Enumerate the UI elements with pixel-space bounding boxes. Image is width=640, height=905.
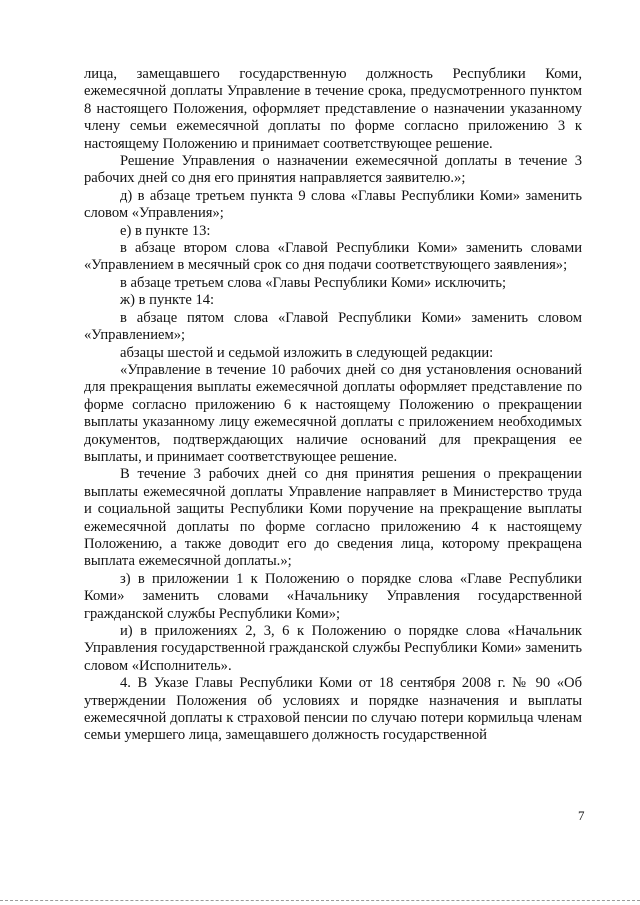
paragraph: лица, замещавшего государственную должность Республики Коми, ежемесячной доплаты Управление в течение срока, предусмотренного пунктом 8 настоящего Положения, оформляет представление о назначении указанному члену семьи ежемесячной доплаты по форме согласно приложению 3 к настоящему Положению и принимает соответствующее решение.	[84, 66, 582, 152]
paragraph: д) в абзаце третьем пункта 9 слова «Главы Республики Коми» заменить словом «Управления»;	[84, 187, 582, 222]
paragraph: 4. В Указе Главы Республики Коми от 18 сентября 2008 г. № 90 «Об утверждении Положения об условиях и порядке назначения и выплаты ежемесячной доплаты к страховой пенсии по случаю потери кормильца членам семьи умершего лица, замещавшего должность государственной	[84, 675, 582, 744]
paragraph: «Управление в течение 10 рабочих дней со дня установления оснований для прекращения выплаты ежемесячной доплаты оформляет представление по форме согласно приложению 6 к настоящему Положению о прекращении выплаты указанному лицу ежемесячной доплаты с приложением необходимых документов, подтверждающих наличие оснований для прекращения ее выплаты, и принимает соответствующее решение.	[84, 361, 582, 465]
paragraph: з) в приложении 1 к Положению о порядке слова «Главе Республики Коми» заменить словами «Начальнику Управления государственной гражданской службы Республики Коми»;	[84, 570, 582, 622]
page-bottom-divider	[0, 900, 640, 903]
paragraph: Решение Управления о назначении ежемесячной доплаты в течение 3 рабочих дней со дня его принятия направляется заявителю.»;	[84, 153, 582, 187]
paragraph: ж) в пункте 14:	[120, 292, 215, 309]
document-body	[84, 66, 582, 745]
page-number: 7	[578, 808, 585, 823]
paragraph: В течение 3 рабочих дней со дня принятия решения о прекращении выплаты ежемесячной доплаты Управление направляет в Министерство труда и социальной защиты Республики Коми поручение на прекращение выплаты ежемесячной доплаты по форме согласно приложению 4 к настоящему Положению, а также доводит его до сведения лица, которому прекращена выплата ежемесячной доплаты.»;	[84, 466, 582, 570]
paragraph: в абзаце пятом слова «Главой Республики Коми» заменить словом «Управлением»;	[84, 309, 582, 344]
paragraph: в абзаце третьем слова «Главы Республики Коми» исключить;	[120, 274, 507, 291]
paragraph: в абзаце втором слова «Главой Республики Коми» заменить словами «Управлением в месячный срок со дня подачи соответствующего заявления»;	[84, 240, 582, 274]
paragraph: абзацы шестой и седьмой изложить в следующей редакции:	[120, 344, 494, 361]
paragraph: е) в пункте 13:	[120, 222, 211, 239]
paragraph: и) в приложениях 2, 3, 6 к Положению о порядке слова «Начальник Управления государственной гражданской службы Республики Коми» заменить словом «Исполнитель».	[84, 623, 582, 674]
